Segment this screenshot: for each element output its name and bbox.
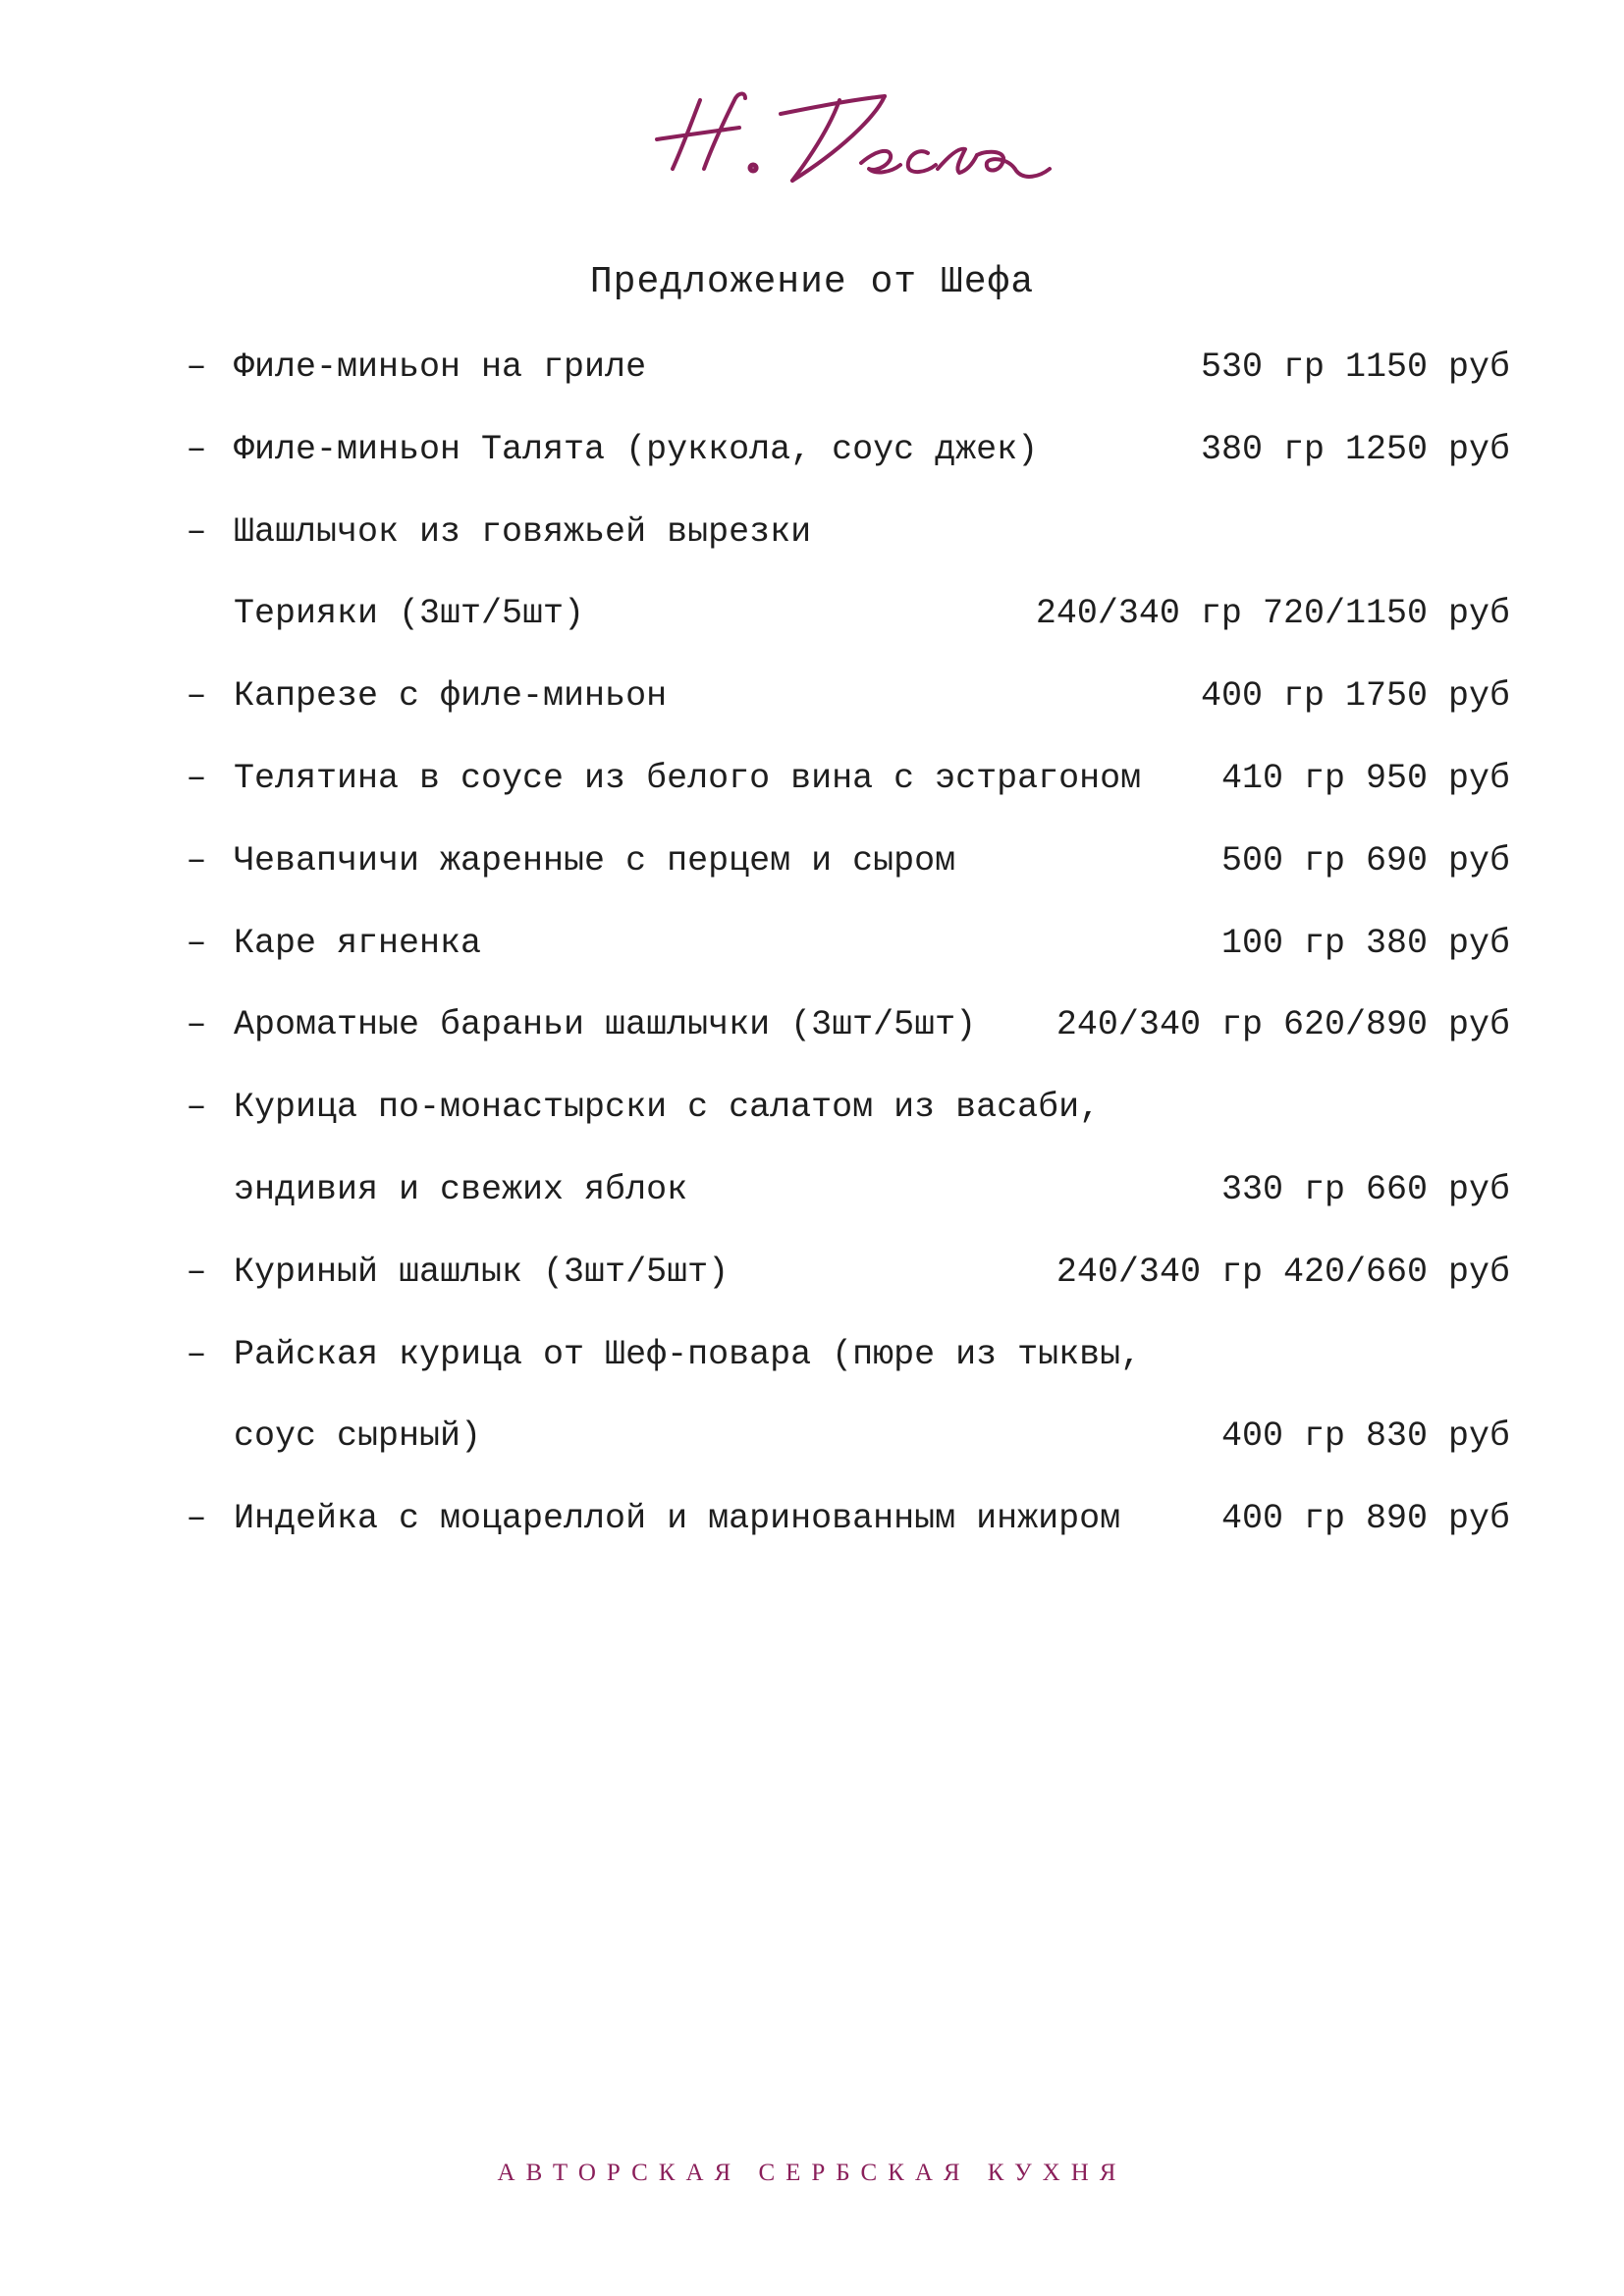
menu-item-name: Чевапчичи жаренные с перцем и сыром <box>234 840 956 881</box>
bullet-dash: – <box>186 923 207 963</box>
menu-item-price: 100 гр 380 руб <box>1220 923 1510 963</box>
bullet-dash: – <box>186 840 207 881</box>
menu-item-name: Терияки (3шт/5шт) <box>234 594 585 634</box>
menu-item-name: Индейка с моцареллой и маринованным инжиром <box>234 1499 1121 1539</box>
menu-item-name: соус сырный) <box>234 1416 482 1457</box>
menu-line <box>0 668 1624 723</box>
menu-item-name: Курица по-монастырски с салатом из васаби, <box>234 1088 1101 1128</box>
menu-line <box>0 916 1624 971</box>
menu-line <box>0 1162 1624 1217</box>
menu-item-price: 240/340 гр 620/890 руб <box>1056 1005 1510 1045</box>
menu-item-price: 410 гр 950 руб <box>1220 759 1510 798</box>
signature-logo-icon <box>643 79 1056 196</box>
bullet-dash: – <box>186 1005 207 1045</box>
bullet-dash: – <box>186 676 207 717</box>
menu-line <box>0 1491 1624 1546</box>
menu-item-price: 400 гр 830 руб <box>1220 1416 1510 1457</box>
bullet-dash: – <box>186 429 207 469</box>
menu-line <box>0 422 1624 477</box>
menu-item-name: Капрезе с филе-миньон <box>234 676 668 717</box>
menu-line <box>0 586 1624 641</box>
bullet-dash: – <box>186 347 207 387</box>
menu-item-price: 530 гр 1150 руб <box>1200 347 1510 387</box>
menu-line <box>0 833 1624 888</box>
menu-item-name: Телятина в соусе из белого вина с эстрагоном <box>234 759 1142 798</box>
bullet-dash: – <box>186 1499 207 1539</box>
bullet-dash: – <box>186 759 207 798</box>
menu-item-name: Филе-миньон Талята (руккола, соус джек) <box>234 429 1039 469</box>
menu-item-name: Ароматные бараньи шашлычки (3шт/5шт) <box>234 1005 977 1045</box>
menu-line <box>0 505 1624 560</box>
menu-line <box>0 751 1624 806</box>
menu-item-price: 500 гр 690 руб <box>1220 840 1510 881</box>
menu-item-price: 240/340 гр 720/1150 руб <box>1035 594 1510 634</box>
menu-item-name: Филе-миньон на гриле <box>234 347 647 387</box>
menu-item-price: 380 гр 1250 руб <box>1200 429 1510 469</box>
menu-item-price: 400 гр 890 руб <box>1220 1499 1510 1539</box>
menu-item-name: эндивия и свежих яблок <box>234 1170 688 1209</box>
menu-line <box>0 1327 1624 1382</box>
menu-line <box>0 340 1624 395</box>
menu-item-price: 400 гр 1750 руб <box>1200 676 1510 717</box>
menu-item-price: 330 гр 660 руб <box>1220 1170 1510 1209</box>
brand-logo <box>643 79 1056 196</box>
bullet-dash: – <box>186 1252 207 1292</box>
menu-item-name: Каре ягненка <box>234 923 482 963</box>
menu-item-name: Шашлычок из говяжьей вырезки <box>234 511 812 552</box>
menu-line <box>0 997 1624 1052</box>
bullet-dash: – <box>186 511 207 552</box>
footer-tagline: АВТОРСКАЯ СЕРБСКАЯ КУХНЯ <box>497 2160 1127 2186</box>
menu-line <box>0 1080 1624 1135</box>
bullet-dash: – <box>186 1334 207 1374</box>
menu-line <box>0 1245 1624 1300</box>
page-title: Предложение от Шефа <box>589 261 1035 303</box>
menu-item-name: Куриный шашлык (3шт/5шт) <box>234 1252 730 1292</box>
menu-item-price: 240/340 гр 420/660 руб <box>1056 1252 1510 1292</box>
menu-line <box>0 1409 1624 1464</box>
menu-item-name: Райская курица от Шеф-повара (пюре из тыквы, <box>234 1334 1142 1374</box>
bullet-dash: – <box>186 1088 207 1128</box>
